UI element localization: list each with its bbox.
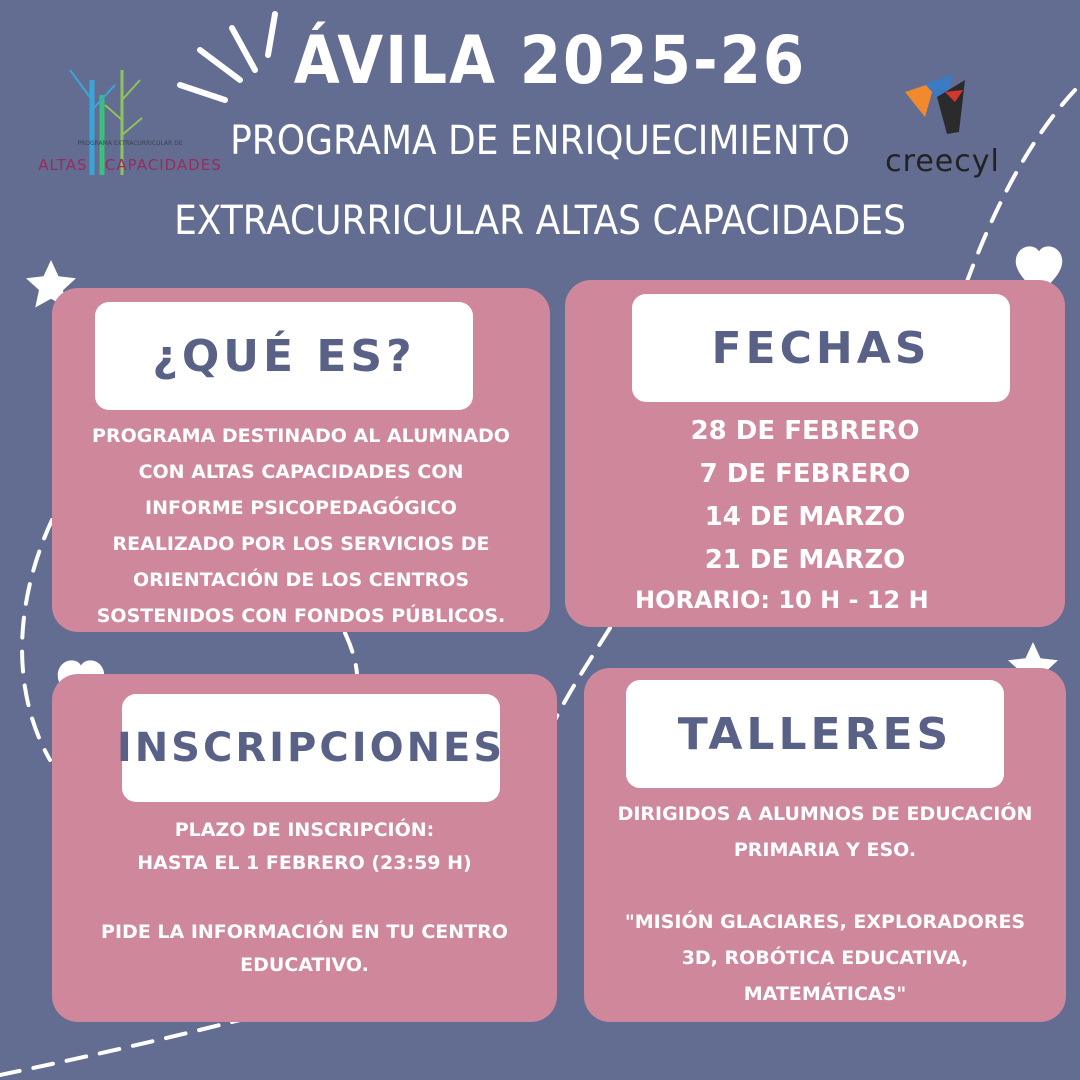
- heading-talleres: TALLERES: [626, 680, 1004, 788]
- logo-wordmark: ALTAS CAPACIDADES: [38, 156, 222, 174]
- heading-inscripciones: INSCRIPCIONES: [122, 694, 500, 802]
- creecyl-wordmark: creecyl: [885, 144, 1000, 179]
- card-inscripciones: [52, 674, 557, 1022]
- fechas-body: 28 DE FEBRERO 7 DE FEBRERO 14 DE MARZO 21 DE MARZO: [690, 416, 920, 575]
- talleres-body: DIRIGIDOS A ALUMNOS DE EDUCACIÓN PRIMARIA Y ESO. "MISIÓN GLACIARES, EXPLORADORES 3D, ROBÓTICA EDUCATIVA, MATEMÁTICAS": [617, 803, 1033, 1005]
- card-que-es: [52, 288, 550, 632]
- subtitle-line-2: EXTRACURRICULAR ALTAS CAPACIDADES: [174, 198, 906, 244]
- card-fechas: [565, 280, 1065, 627]
- altas-capacidades-logo: [30, 40, 230, 180]
- heading-que-es: ¿QUÉ ES?: [95, 302, 473, 410]
- que-es-body: PROGRAMA DESTINADO AL ALUMNADO CON ALTAS CAPACIDADES CON INFORME PSICOPEDAGÓGICO REALIZADO POR LOS SERVICIOS DE ORIENTACIÓN DE LOS CENTROS SOSTENIDOS CON FONDOS PÚBLICOS.: [92, 425, 510, 627]
- inscripciones-body: PLAZO DE INSCRIPCIÓN: HASTA EL 1 FEBRERO (23:59 H) PIDE LA INFORMACIÓN EN TU CENTRO EDUCATIVO.: [101, 819, 508, 976]
- creecyl-logo: [885, 72, 1000, 187]
- heading-fechas: FECHAS: [632, 294, 1010, 402]
- logo-small-text: PROGRAMA EXTRACURRICULAR DE: [77, 140, 183, 147]
- subtitle-line-1: PROGRAMA DE ENRIQUECIMIENTO: [230, 118, 850, 164]
- page-title: ÁVILA 2025-26: [293, 22, 807, 99]
- card-talleres: [584, 668, 1066, 1022]
- horario: HORARIO: 10 H - 12 H: [635, 586, 929, 614]
